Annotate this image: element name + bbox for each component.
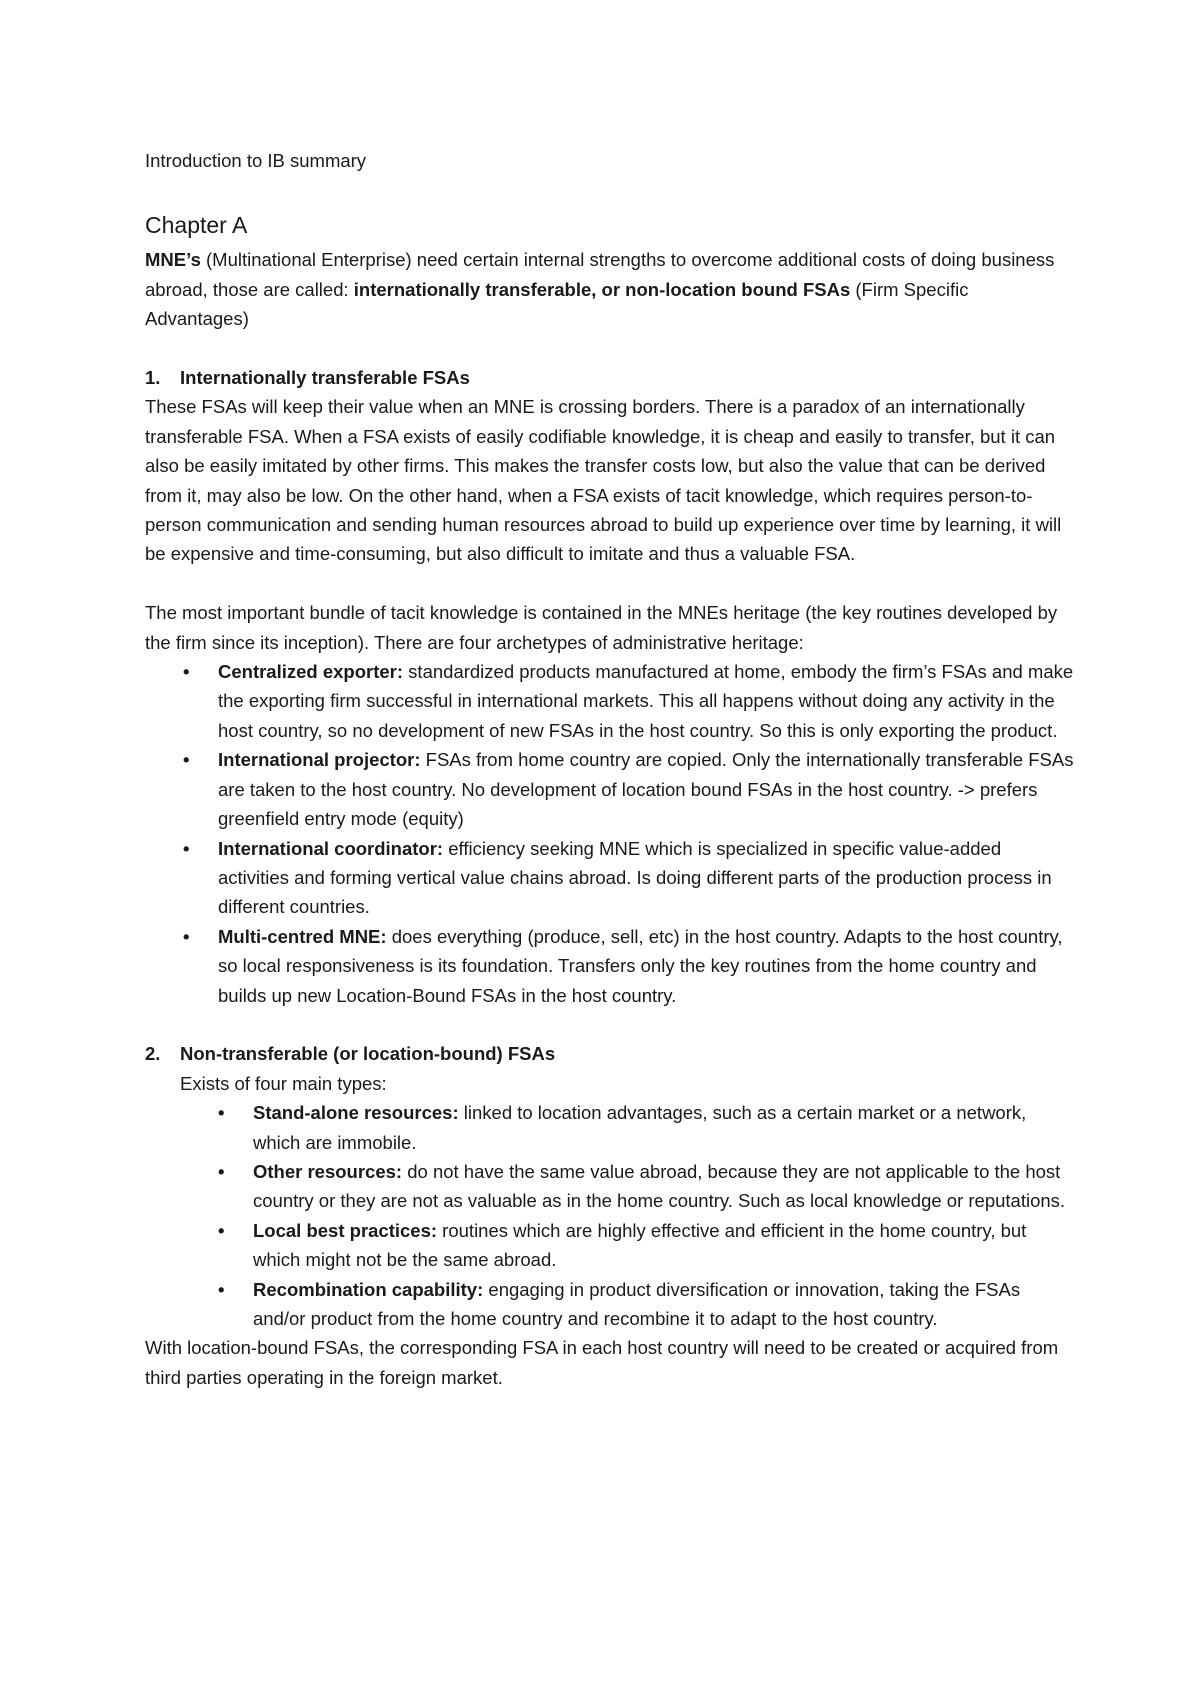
intro-paragraph	[145, 245, 1075, 333]
bullet-text: standardized products manufactured at home, embody the firm’s FSAs and make the exporting firm successful in international markets. This all happens without doing any activity in the host country, so no development of new FSAs in the host country. So this is only exporting the product.	[218, 661, 1074, 741]
bullet-item-centralized-exporter	[145, 657, 1075, 745]
bullet-item-stand-alone-resources	[180, 1098, 1075, 1157]
section-2-number: 2.	[145, 1043, 161, 1065]
bullet-term: Local best practices:	[253, 1219, 438, 1241]
bullet-text: FSAs from home country are copied. Only the internationally transferable FSAs are taken to the host country. No development of location bound FSAs in the host country. -> prefers greenfield entry mode (equity)	[218, 749, 1074, 830]
bullet-text: engaging in product diversification or innovation, taking the FSAs and/or product from the home country and recombine it to adapt to the host country.	[253, 1278, 1021, 1329]
intro-lead-term: MNE’s	[145, 249, 201, 271]
intro-text-1: (Multinational Enterprise) need certain internal strengths to overcome additional costs of doing business abroad, those are called:	[145, 249, 1055, 300]
bullet-term: Recombination capability:	[253, 1278, 484, 1300]
section-list	[145, 1039, 1075, 1098]
section-2-title: Non-transferable (or location-bound) FSAs	[180, 1043, 556, 1065]
location-bound-bullet-list	[180, 1098, 1075, 1333]
section-1-paragraph: These FSAs will keep their value when an MNE is crossing borders. There is a paradox of an internationally transferable FSA. When a FSA exists of easily codifiable knowledge, it is cheap and easily to transfer, but it can also be easily imitated by other firms. This makes the transfer costs low, but also the value that can be derived from it, may also be low. On the other hand, when a FSA exists of tacit knowledge, which requires person-to-person communication and sending human resources abroad to build up experience over time by learning, it will be expensive and time-consuming, but also difficult to imitate and thus a valuable FSA.	[145, 396, 1062, 565]
bullet-text: do not have the same value abroad, because they are not applicable to the host country or they are not as valuable as in the home country. Such as local knowledge or reputations.	[253, 1160, 1066, 1212]
spacer	[145, 1010, 1075, 1039]
document-content	[145, 146, 1075, 1392]
section-2-lead: Exists of four main types:	[180, 1072, 387, 1094]
section-2	[145, 1039, 1075, 1098]
chapter-heading: Chapter A	[145, 212, 248, 239]
section-1-number: 1.	[145, 367, 161, 389]
bullet-term: Multi-centred MNE:	[218, 925, 387, 947]
closing-paragraph: With location-bound FSAs, the corresponding FSA in each host country will need to be created or acquired from third parties operating in the foreign market.	[145, 1337, 1059, 1388]
spacer	[145, 569, 1075, 598]
document-title: Introduction to IB summary	[145, 150, 367, 171]
section-1-title: Internationally transferable FSAs	[180, 367, 470, 389]
bullet-item-international-coordinator	[145, 834, 1075, 922]
section-1	[145, 363, 1075, 392]
section-1-heritage-paragraph: The most important bundle of tacit knowledge is contained in the MNEs heritage (the key routines developed by the firm since its inception). There are four archetypes of administrative heritage:	[145, 602, 1058, 653]
section-2-bullets-wrapper	[145, 1098, 1075, 1333]
section-1-heading	[145, 363, 1075, 392]
section-list	[145, 363, 1075, 392]
bullet-term: International coordinator:	[218, 837, 444, 859]
bullet-term: International projector:	[218, 749, 421, 771]
bullet-item-other-resources	[180, 1157, 1075, 1216]
bullet-item-international-projector	[145, 745, 1075, 833]
heritage-bullet-list	[145, 657, 1075, 1010]
intro-text-2: (Firm Specific Advantages)	[145, 278, 969, 330]
bullet-text: does everything (produce, sell, etc) in the host country. Adapts to the host country, so local responsiveness is its foundation. Transfers only the key routines from the home country and builds up new Location-Bound FSAs in the host country.	[218, 925, 1063, 1006]
bullet-item-multi-centred-mne	[145, 922, 1075, 1010]
bullet-term: Centralized exporter:	[218, 661, 404, 683]
bullet-term: Stand-alone resources:	[253, 1102, 459, 1124]
bullet-item-recombination-capability	[180, 1275, 1075, 1334]
section-2-heading	[145, 1039, 1075, 1068]
bullet-text: routines which are highly effective and efficient in the home country, but which might not be the same abroad.	[253, 1219, 1027, 1271]
bullet-text: linked to location advantages, such as a certain market or a network, which are immobile.	[253, 1102, 1027, 1153]
intro-bold-term: internationally transferable, or non-location bound FSAs	[353, 278, 851, 300]
bullet-item-local-best-practices	[180, 1216, 1075, 1275]
bullet-term: Other resources:	[253, 1160, 403, 1182]
spacer	[145, 334, 1075, 363]
bullet-text: efficiency seeking MNE which is specialized in specific value-added activities and forming vertical value chains abroad. Is doing different parts of the production process in different countries.	[218, 837, 1052, 918]
